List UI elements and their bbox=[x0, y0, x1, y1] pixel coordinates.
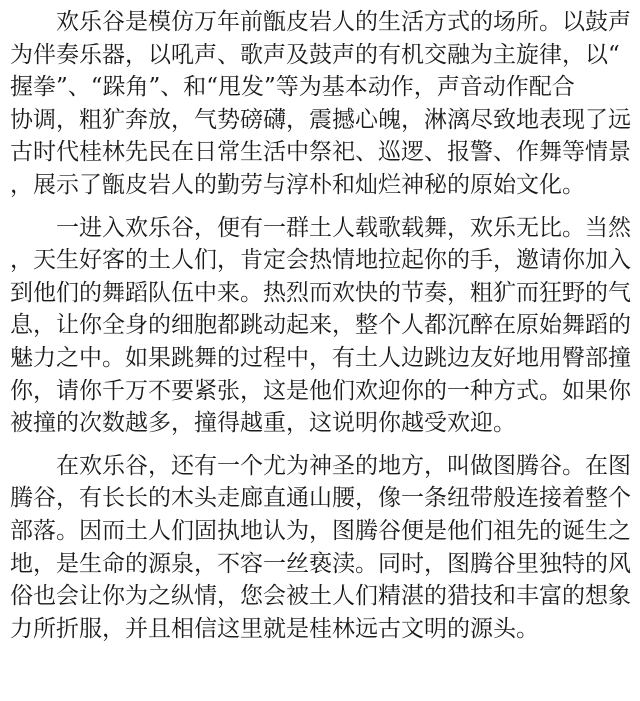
text-line: 欢乐谷是模仿万年前甑皮岩人的生活方式的场所。以鼓声 bbox=[56, 9, 631, 35]
text-line: 被撞的次数越多，撞得越重，这说明你越受欢迎。 bbox=[10, 410, 516, 437]
article-body bbox=[10, 6, 634, 645]
text-line: 为伴奏乐器，以吼声、歌声及鼓声的有机交融为主旋律，以“ bbox=[10, 41, 620, 68]
text-line: 俗也会让你为之纵情，您会被土人们精湛的猎技和丰富的想象 bbox=[10, 583, 631, 610]
text-line: 协调，粗犷奔放，气势磅礴，震撼心魄，淋漓尽致地表现了远 bbox=[10, 106, 631, 133]
text-line: 在欢乐谷，还有一个尤为神圣的地方，叫做图腾谷。在图 bbox=[56, 452, 631, 479]
text-line: 你，请你千万不要紧张，这是他们欢迎你的一种方式。如果你 bbox=[10, 377, 631, 404]
paragraph-gap bbox=[10, 440, 634, 450]
text-line: ，展示了甑皮岩人的勤劳与淳朴和灿烂神秘的原始文化。 bbox=[10, 171, 585, 198]
text-line: 一进入欢乐谷，便有一群土人载歌载舞，欢乐无比。当然 bbox=[56, 214, 631, 241]
text-line: 古时代桂林先民在日常生活中祭祀、巡逻、报警、作舞等情景 bbox=[10, 139, 631, 166]
text-line: 力所折服，并且相信这里就是桂林远古文明的源头。 bbox=[10, 615, 539, 642]
paragraph-1 bbox=[10, 6, 634, 202]
text-line: 地，是生命的源泉，不容一丝亵渎。同时，图腾谷里独特的风 bbox=[10, 550, 631, 577]
text-line: 腾谷，有长长的木头走廊直通山腰，像一条纽带般连接着整个 bbox=[10, 485, 631, 512]
paragraph-2 bbox=[10, 212, 634, 440]
paragraph-gap bbox=[10, 202, 634, 212]
text-line: 到他们的舞蹈队伍中来。热烈而欢快的节奏，粗犷而狂野的气 bbox=[10, 279, 631, 306]
text-line: ，天生好客的土人们，肯定会热情地拉起你的手，邀请你加入 bbox=[10, 247, 631, 274]
paragraph-3 bbox=[10, 450, 634, 646]
text-line: 息，让你全身的细胞都跳动起来，整个人都沉醉在原始舞蹈的 bbox=[10, 312, 631, 339]
text-line: 部落。因而土人们固执地认为，图腾谷便是他们祖先的诞生之 bbox=[10, 517, 631, 544]
text-line: 握拳”、“跺角”、和“甩发”等为基本动作，声音动作配合 bbox=[10, 74, 575, 101]
text-line: 魅力之中。如果跳舞的过程中，有土人边跳边友好地用臀部撞 bbox=[10, 344, 631, 371]
